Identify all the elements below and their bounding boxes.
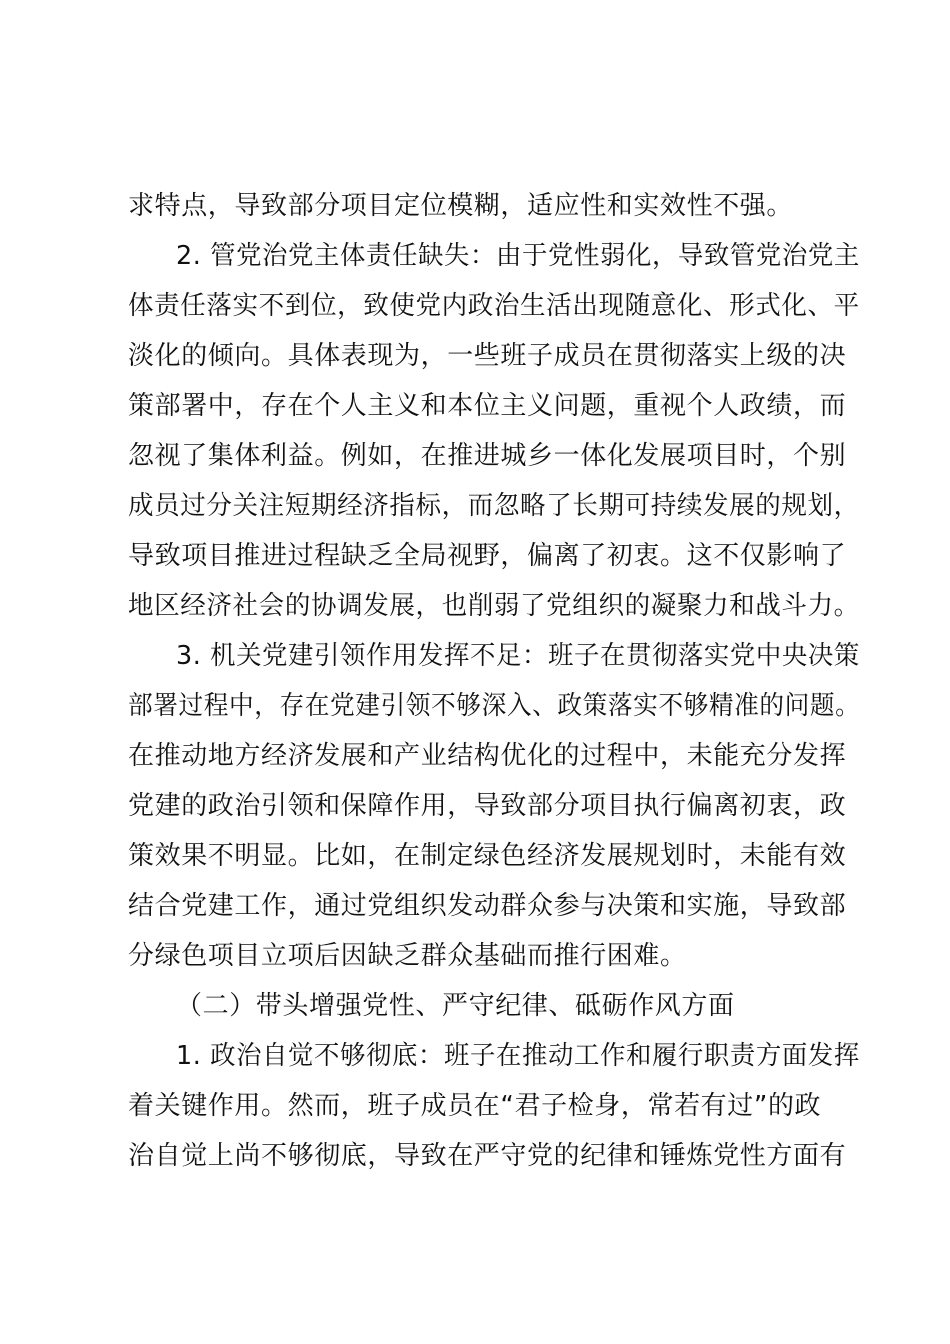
text-line: 成员过分关注短期经济指标，而忽略了长期可持续发展的规划， (128, 491, 860, 521)
text-line: 忽视了集体利益。例如，在推进城乡一体化发展项目时，个别 (128, 441, 847, 471)
text-line: 3. 机关党建引领作用发挥不足：班子在贯彻落实党中央决策 (176, 641, 860, 671)
text-line: 淡化的倾向。具体表现为，一些班子成员在贯彻落实上级的决 (128, 341, 847, 371)
text-line: 在推动地方经济发展和产业结构优化的过程中，未能充分发挥 (128, 741, 847, 771)
text-line: 导致项目推进过程缺乏全局视野，偏离了初衷。这不仅影响了 (128, 541, 847, 571)
text-line: 2. 管党治党主体责任缺失：由于党性弱化，导致管党治党主 (176, 241, 860, 271)
text-line: 策部署中，存在个人主义和本位主义问题，重视个人政绩，而 (128, 391, 847, 421)
text-line: 部署过程中，存在党建引领不够深入、政策落实不够精准的问题。 (128, 691, 861, 721)
text-line: 求特点，导致部分项目定位模糊，适应性和实效性不强。 (128, 191, 794, 221)
text-line: 党建的政治引领和保障作用，导致部分项目执行偏离初衷，政 (128, 791, 847, 821)
text-line: 治自觉上尚不够彻底，导致在严守党的纪律和锤炼党性方面有 (128, 1141, 847, 1171)
text-line: 体责任落实不到位，致使党内政治生活出现随意化、形式化、平 (128, 291, 860, 321)
text-line: 策效果不明显。比如，在制定绿色经济发展规划时，未能有效 (128, 841, 847, 871)
section-heading: （二）带头增强党性、严守纪律、砥砺作风方面 (176, 991, 735, 1021)
text-line: 着关键作用。然而，班子成员在“君子检身，常若有过”的政 (128, 1091, 822, 1121)
text-line: 地区经济社会的协调发展，也削弱了党组织的凝聚力和战斗力。 (128, 591, 860, 621)
text-line: 1. 政治自觉不够彻底：班子在推动工作和履行职责方面发挥 (176, 1041, 860, 1071)
text-line: 分绿色项目立项后因缺乏群众基础而推行困难。 (128, 941, 687, 971)
text-line: 结合党建工作，通过党组织发动群众参与决策和实施，导致部 (128, 891, 847, 921)
